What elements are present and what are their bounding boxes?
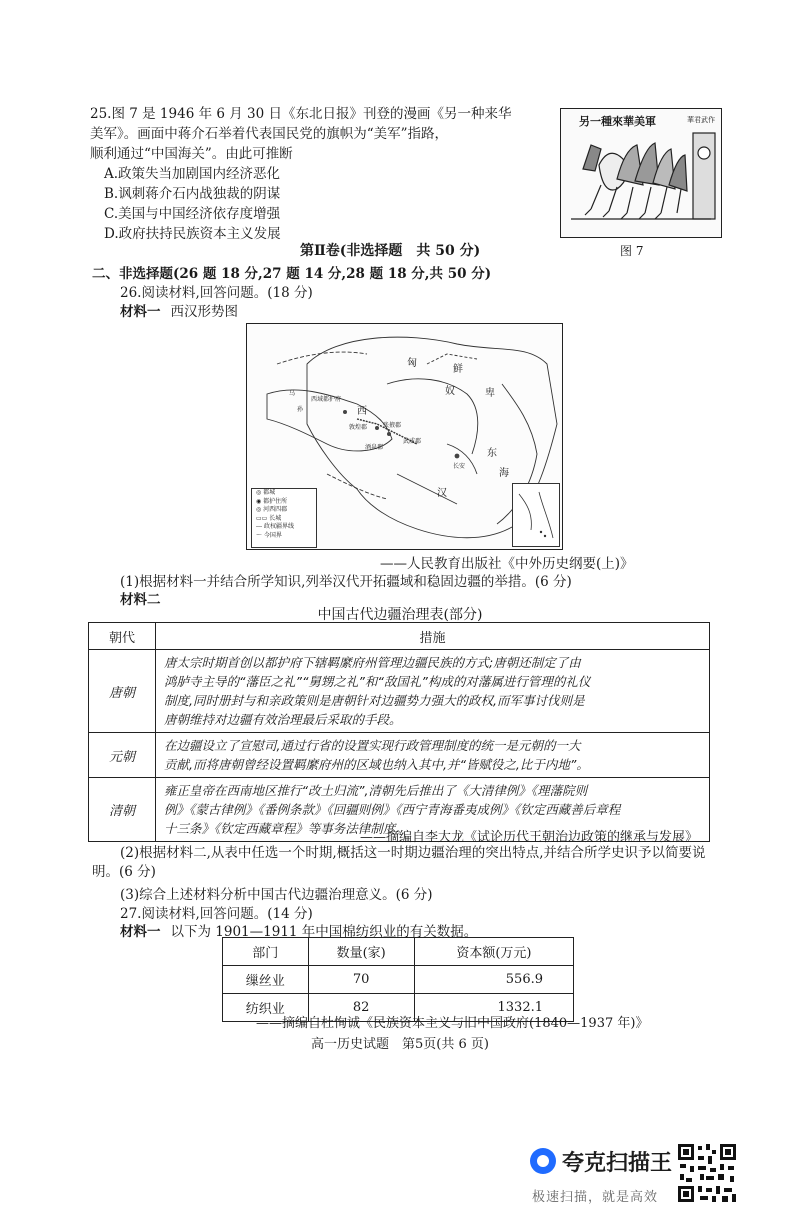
table-header-measures: 措施: [156, 623, 710, 650]
cartoon-figure: [560, 108, 722, 238]
dept-cell: 缫丝业: [223, 966, 309, 994]
border-governance-table: [88, 622, 710, 842]
section-title: 第Ⅱ卷(非选择题 共 50 分): [300, 243, 481, 259]
page-footer: 高一历史试题 第5页(共 6 页): [311, 1037, 489, 1052]
qr-code-icon[interactable]: [676, 1142, 738, 1204]
q25-option-a: A.政策失当加剧国内经济恶化: [104, 166, 281, 182]
count-cell: 70: [308, 966, 414, 994]
dept-cell: 纺织业: [223, 994, 309, 1022]
legend-item: ～ 今国界: [256, 531, 282, 539]
measure-line: 贡献,而将唐朝曾经设置羁縻府州的区域也纳入其中,并“皆赋役之,比于内地”。: [164, 757, 589, 772]
measure-line: 鸿胪寺主导的“藩臣之礼”“舅甥之礼”和“敌国礼”构成的对藩属进行管理的礼仪: [164, 674, 591, 689]
inset-drawing: [513, 484, 559, 546]
map-label: 西: [357, 406, 367, 417]
legend-item: ◉ 都护住所: [256, 497, 288, 505]
measure-line: 在边疆设立了宣慰司,通过行省的设置实现行政管理制度的统一是元朝的一大: [164, 738, 581, 753]
measures-cell: [156, 733, 710, 778]
map-small-label: 武威郡: [403, 438, 422, 445]
dynasty-cell: 元朝: [89, 733, 156, 778]
qr-code-pattern: [676, 1142, 738, 1204]
border-governance-table-title: 中国古代边疆治理表(部分): [317, 607, 483, 623]
map-small-label: 张掖郡: [383, 422, 402, 429]
map-small-label: 酒泉郡: [365, 444, 384, 451]
table-row: [223, 966, 574, 994]
legend-item: --- 政权疆界线: [256, 523, 294, 530]
map-small-label: 乌: [289, 390, 296, 397]
capital-cell: 556.9: [414, 966, 573, 994]
cartoon-illustration: [561, 109, 721, 237]
map-label: 东: [487, 448, 497, 459]
q27-material1-text: 以下为 1901—1911 年中国棉纺织业的有关数据。: [170, 924, 478, 940]
map-label: 卑: [485, 388, 495, 399]
map-label: 海: [499, 468, 509, 479]
map-label: 匈: [407, 358, 417, 369]
q26-material1-heading: [120, 300, 238, 320]
q25-option-c: C.美国与中国经济依存度增强: [104, 206, 281, 222]
measures-cell: [156, 650, 710, 733]
table-header-dynasty: 朝代: [89, 623, 156, 650]
q25-option-b: B.讽刺蒋介石内战独裁的阴谋: [104, 186, 281, 202]
map-small-label: 西域都护府: [311, 396, 342, 403]
q26-subquestion-2: (2)根据材料二,从表中任选一个时期,概括这一时期边疆治理的突出特点,并结合所学史识予以简要说明。(6 分): [92, 845, 706, 880]
dynasty-cell: 清朝: [89, 778, 156, 842]
legend-item: ◎ 都城: [256, 489, 276, 496]
map-small-label: 敦煌郡: [349, 424, 368, 431]
map-label: 奴: [445, 386, 455, 397]
q25-line1: 25.图 7 是 1946 年 6 月 30 日《东北日报》刊登的漫画《另一种来华: [90, 106, 512, 122]
table-header: 数量(家): [308, 938, 414, 966]
map-label: 鲜: [453, 364, 463, 375]
count-cell: 82: [308, 994, 414, 1022]
capital-cell: 1332.1: [414, 994, 573, 1022]
table-row: [89, 733, 710, 778]
q27-source: ——摘编自杜恂诚《民族资本主义与旧中国政府(1840—1937 年)》: [256, 1016, 649, 1031]
measure-line: 雍正皇帝在西南地区推行“改土归流”,清朝先后推出了《大清律例》《理藩院则: [164, 783, 588, 798]
question-25: [90, 104, 560, 244]
brand-slogan: 极速扫描，就是高效: [532, 1190, 659, 1205]
table-row: [89, 650, 710, 733]
measure-line: 例》《蒙古律例》《番例条款》《回疆则例》《西宁青海番夷成例》《钦定西藏善后章程: [164, 802, 621, 817]
cartoon-author: 華君武作: [687, 116, 715, 124]
map-small-label: 长安: [453, 463, 466, 470]
map-small-label: 孙: [297, 406, 304, 413]
part-heading: 二、非选择题(26 题 18 分,27 题 14 分,28 题 18 分,共 50 分): [92, 266, 492, 282]
q26-material2-label: 材料二: [120, 592, 161, 608]
q25-line2: 美军》。画面中蒋介石举着代表国民党的旗帜为“美军”指路，: [90, 126, 449, 142]
quark-logo-icon: [530, 1148, 556, 1174]
south-sea-inset: [512, 483, 560, 547]
q26-material1-label: 材料一: [120, 304, 161, 320]
measure-line: 制度,同时册封与和亲政策则是唐朝针对边疆势力强大的政权,而军事讨伐则是: [164, 693, 585, 708]
map-label: 汉: [437, 488, 447, 499]
brand-name: 夸克扫描王: [562, 1151, 673, 1176]
table-header-row: [89, 623, 710, 650]
legend-item: ▭▭ 长城: [256, 514, 282, 522]
measure-line: 十三条》《钦定西藏章程》等事务法律制度。: [164, 821, 408, 836]
figure-7-caption: 图 7: [620, 244, 644, 258]
material2-source: ——摘编自李大龙《试论历代王朝治边政策的继承与发展》: [360, 830, 699, 845]
measure-line: 唐太宗时期首创以都护府下辖羁縻府州管理边疆民族的方式;唐朝还制定了由: [164, 655, 581, 670]
q26-subquestion-1: (1)根据材料一并结合所学知识,列举汉代开拓疆域和稳固边疆的举措。(6 分): [120, 574, 572, 590]
western-han-map: [246, 323, 563, 550]
map-legend: [251, 488, 317, 548]
dynasty-cell: 唐朝: [89, 650, 156, 733]
q27-stem: 27.阅读材料,回答问题。(14 分): [120, 906, 313, 922]
legend-item: ◎ 河西四郡: [256, 506, 288, 513]
q27-material1-label: 材料一: [120, 924, 161, 940]
material1-source: ——人民教育出版社《中外历史纲要(上)》: [380, 556, 634, 572]
q26-material1-title: 西汉形势图: [170, 304, 238, 320]
table-header: 资本额(万元): [414, 938, 573, 966]
q25-option-d: D.政府扶持民族资本主义发展: [104, 226, 281, 242]
q26-subquestion-3: (3)综合上述材料分析中国古代边疆治理意义。(6 分): [120, 887, 433, 903]
cartoon-title: 另一種來華美軍: [579, 115, 656, 128]
table-header: 部门: [223, 938, 309, 966]
q26-stem: 26.阅读材料,回答问题。(18 分): [120, 285, 313, 301]
table-header-row: [223, 938, 574, 966]
measure-line: 唐朝维持对边疆有效治理最后采取的手段。: [164, 712, 402, 727]
cotton-industry-table: [222, 937, 574, 1022]
q25-line3: 顺利通过“中国海关”。由此可推断: [90, 146, 293, 162]
